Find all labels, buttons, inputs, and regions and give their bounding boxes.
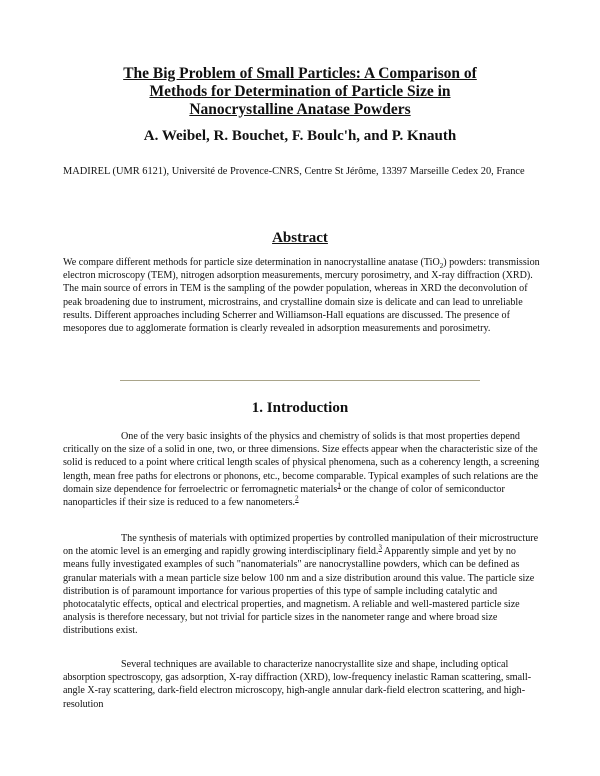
section-divider [120, 380, 480, 381]
title-line-3: Nanocrystalline Anatase Powders [189, 101, 411, 118]
intro-paragraph-2 [63, 532, 541, 638]
paper-title [90, 65, 510, 119]
abstract-heading: Abstract [272, 230, 328, 246]
abstract-text [63, 256, 541, 335]
para2-part-b: Apparently simple and yet by no means fully investigated examples of such "nanomaterials" are nanocrystalline powders, which can be defined as granular materials with a mean particle size below 100 nm and a size distribution around this value. The particle size distribution is of paramount importance for various properties of this type of sample including catalytic and photocatalytic effects, optical and electrical properties, and magnetism. A reliable and well-mastered particle size analysis is therefore necessary, but not trivial for particle sizes in the nanometer range and where broad size distributions exist. [63, 546, 535, 637]
abstract-part-a: We compare different methods for particle size determination in nanocrystalline anatase (TiO [63, 257, 440, 268]
para1-part-a: One of the very basic insights of the physics and chemistry of solids is that most properties depend critically on the size of a solid in one, two, or three dimensions. Size effects appear when the characteristic size of the solid is reduced to a point where critical length scales of physical phenomena, such as a coherency length, a screening length, mean free paths for electrons or phonons, etc., become comparable. Typical examples of such relations are the domain size dependence for ferroelectric or ferromagnetic materials [63, 431, 540, 495]
introduction-heading: 1. Introduction [251, 400, 349, 416]
intro-paragraph-3: Several techniques are available to characterize nanocrystallite size and shape, including optical absorption spectroscopy, gas adsorption, X-ray diffraction (XRD), low-frequency inelastic Raman scattering, small-angle X-ray scattering, dark-field electron microscopy, high-angle annular dark-field electron scattering, and high-resolution [63, 659, 532, 710]
abstract-subscript: 2 [439, 262, 444, 271]
reference-1[interactable]: 1 [337, 481, 341, 490]
abstract-part-b: ) powders: transmission electron microscopy (TEM), nitrogen adsorption measurements, mercury porosimetry, and X-ray diffraction (XRD). The main source of errors in TEM is the sampling of the powder population, whereas in XRD the deconvolution of peak broadening due to instrument, microstrains, and crystalline domain size is delicate and can lead to unreliable results. Different approaches including Scherrer and Williamson-Hall equations are discussed. The presence of mesopores due to agglomerate formation is clearly revealed in adsorption measurements and porosimetry. [63, 257, 540, 335]
reference-3[interactable]: 3 [378, 543, 382, 552]
title-line-1: The Big Problem of Small Particles: A Comparison of [123, 65, 477, 82]
affiliation: MADIREL (UMR 6121), Université de Provence-CNRS, Centre St Jérôme, 13397 Marseille Cedex 20, France [63, 166, 525, 177]
para1-part-b: or the change of color of semiconductor nanoparticles if their size is reduced to a few nanometers. [63, 483, 505, 509]
author-list: A. Weibel, R. Bouchet, F. Boulc'h, and P. Knauth [143, 128, 457, 144]
reference-2[interactable]: 2 [295, 494, 299, 503]
intro-paragraph-1 [63, 430, 541, 509]
para2-part-a: The synthesis of materials with optimized properties by controlled manipulation of their microstructure on the atomic level is an emerging and rapidly growing interdisciplinary field. [63, 533, 539, 558]
title-line-2: Methods for Determination of Particle Size in [149, 83, 451, 100]
